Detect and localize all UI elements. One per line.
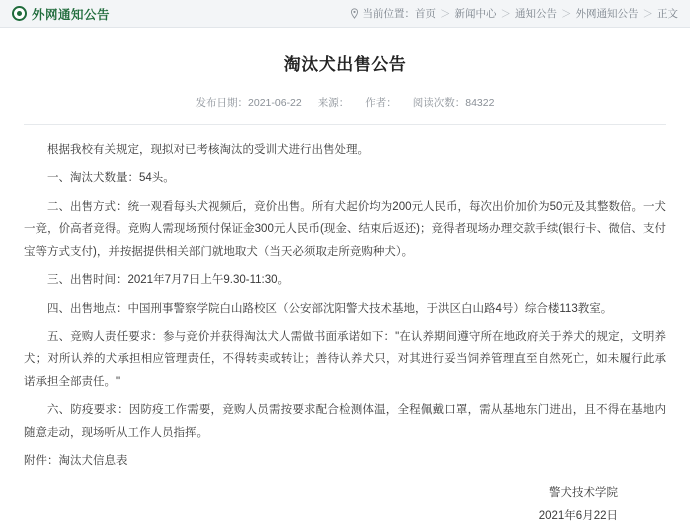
breadcrumb-item-external-notices[interactable]: 外网通知公告 [575,8,639,20]
paragraph-buyer-duties: 五、竞购人责任要求：参与竞价并获得淘汰犬人需做书面承诺如下："在认养期间遵守所在地政府关于养犬的规定，文明养犬；对所认养的犬承担相应管理责任，不得转卖或转让；善待认养犬只，对其进行妥当饲养管理直至自然死亡，如未履行此承诺承担全部责任。" [24,330,666,388]
paragraph-epidemic-rules: 六、防疫要求：因防疫工作需要，竞购人员需按要求配合检测体温，全程佩戴口罩，需从基地东门进出，且不得在基地内随意走动，现场听从工作人员指挥。 [24,404,666,439]
breadcrumb-separator: ＞ [642,8,653,20]
signature-block [24,482,666,528]
paragraph-intro: 根据我校有关规定，现拟对已考核淘汰的受训犬进行出售处理。 [47,144,369,156]
article-author: 作者： [365,97,397,109]
breadcrumb-item-home[interactable]: 首页 [415,8,436,20]
article-meta [24,95,666,110]
breadcrumb-item-news-center[interactable]: 新闻中心 [454,8,497,20]
breadcrumb [349,6,679,21]
breadcrumb-separator: ＞ [440,8,451,20]
paragraph-sale-time: 三、出售时间：2021年7月7日上午9.30-11:30。 [47,274,290,287]
paragraph-sale-method: 二、出售方式：统一观看每头犬视频后，竞价出售。所有犬起价均为200元人民币，每次出价加价为50元及其整数倍。一犬一竞，价高者竞得。竞购人需现场预付保证金300元人民币(现金、结束后返还)；竞得者现场办理交款手续(银行卡、微信、支付宝等方式支付)，并按据提供相关部门就地取犬（当天必须取走所竞购种犬）。 [24,200,666,258]
meta-divider [24,124,666,125]
page-title: 淘汰犬出售公告 [283,55,407,74]
location-pin-icon [349,8,360,19]
signature-date: 2021年6月22日 [538,510,618,523]
site-brand-title: 外网通知公告 [32,7,111,22]
circle-seal-icon [12,6,27,21]
paragraph-sale-location: 四、出售地点：中国刑事警察学院白山路校区（公安部沈阳警犬技术基地，于洪区白山路4号）综合楼113教室。 [47,302,613,315]
breadcrumb-separator: ＞ [561,8,572,20]
site-brand[interactable] [12,5,110,23]
article-source: 来源： [317,97,350,109]
publish-date: 发布日期：2021-06-22 [195,97,302,109]
breadcrumb-prefix: 当前位置： [362,8,415,20]
paragraph-quantity: 一、淘汰犬数量：54头。 [47,172,175,185]
breadcrumb-item-current: 正文 [657,8,678,20]
article [0,50,690,528]
breadcrumb-item-notices[interactable]: 通知公告 [515,8,557,20]
view-count: 阅读次数：84322 [412,97,495,109]
top-bar [0,0,690,28]
paragraph-attachment: 附件：淘汰犬信息表 [24,455,128,468]
breadcrumb-separator: ＞ [500,8,511,20]
article-body [24,139,666,472]
signature-organization: 警犬技术学院 [549,487,618,500]
